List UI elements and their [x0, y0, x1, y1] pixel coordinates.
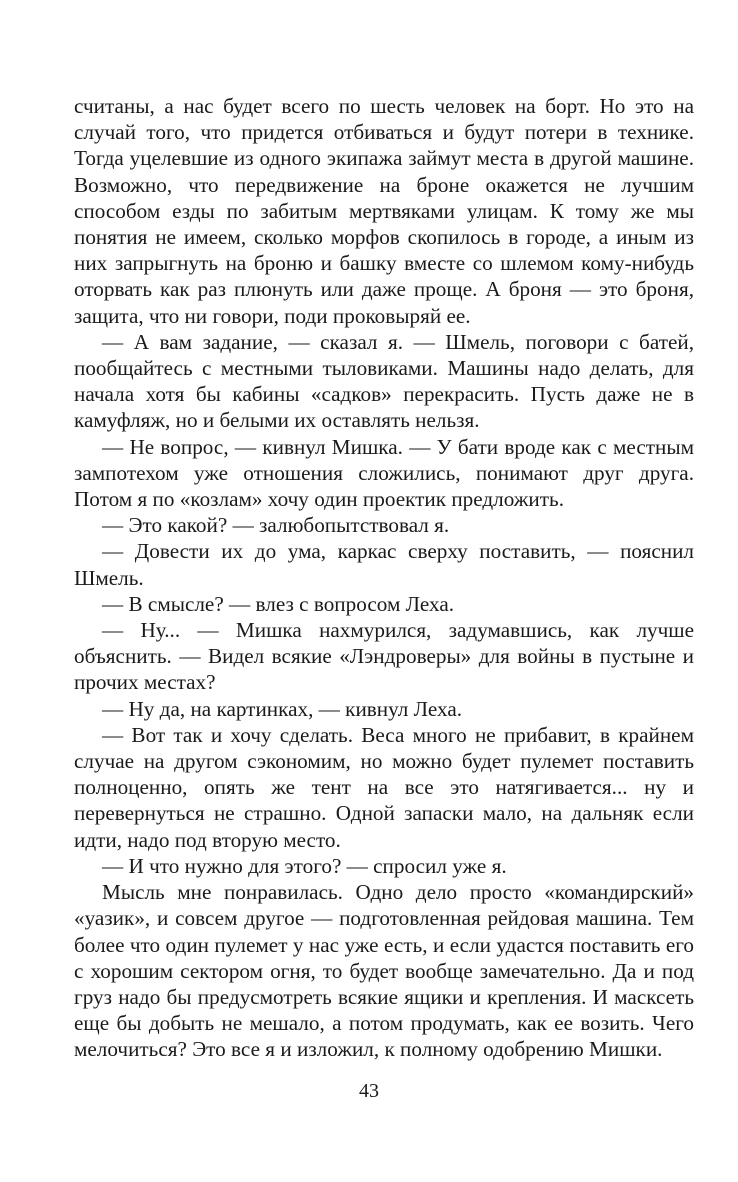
paragraph-4: — Это какой? — залюбопытствовал я. [102, 513, 450, 538]
paragraph-1: считаны, а нас будет всего по шесть человек на борт. Но это на случай того, что придется отбиваться и будут потери в технике. Тогда уцелевшие из одного экипажа займут места в другой машине. Возможно, что передвижение на броне окажется не лучшим способом езды по забитым мертвяками улицам. К тому же мы понятия не имеем, сколько морфов скопилось в городе, а иным из них запрыгнуть на броню и башку вместе со шлемом кому-нибудь оторвать как раз плюнуть или даже проще. А броня — это броня, защита, что ни говори, поди проковыряй ее. [74, 94, 694, 328]
paragraph-9: — Вот так и хочу сделать. Веса много не прибавит, в крайнем случае на другом сэкономим, но можно будет пулемет поставить полноценно, опять же тент на все это натягивается... ну и перевернуться не страшно. Одной запаски мало, на дальняк если идти, надо под вторую место. [74, 722, 694, 852]
paragraph-2: — А вам задание, — сказал я. — Шмель, поговори с батей, пообщайтесь с местными тыловиками. Машины надо делать, для начала хотя бы кабины «садков» перекрасить. Пусть даже не в камуфляж, но и белыми их оставлять нельзя. [74, 329, 694, 433]
paragraph-5: — Довести их до ума, каркас сверху поставить, — пояснил Шмель. [74, 539, 694, 590]
paragraph-6: — В смысле? — влез с вопросом Леха. [102, 591, 455, 616]
paragraph-7: — Ну... — Мишка нахмурился, задумавшись, как лучше объяснить. — Видел всякие «Лэндроверы» для войны в пустыне и прочих местах? [74, 618, 694, 695]
paragraph-8: — Ну да, на картинках, — кивнул Леха. [102, 696, 463, 721]
paragraph-3: — Не вопрос, — кивнул Мишка. — У бати вроде как с местным зампотехом уже отношения сложились, понимают друг друга. Потом я по «козлам» хочу один проектик предложить. [74, 434, 694, 512]
paragraph-10: — И что нужно для этого? — спросил уже я. [102, 853, 507, 878]
page-body [74, 93, 694, 1063]
paragraph-11: Мысль мне понравилась. Одно дело просто «командирский» «уазик», и совсем другое — подготовленная рейдовая машина. Тем более что один пулемет у нас уже есть, и если удастся поставить его с хорошим сектором огня, то будет вообще замечательно. Да и под груз надо бы предусмотреть всякие ящики и крепления. И масксеть еще бы добыть не мешало, а потом продумать, как ее возить. Чего мелочиться? Это все я и изложил, к полному одобрению Мишки. [74, 880, 694, 1062]
page-number: 43 [359, 1080, 379, 1102]
